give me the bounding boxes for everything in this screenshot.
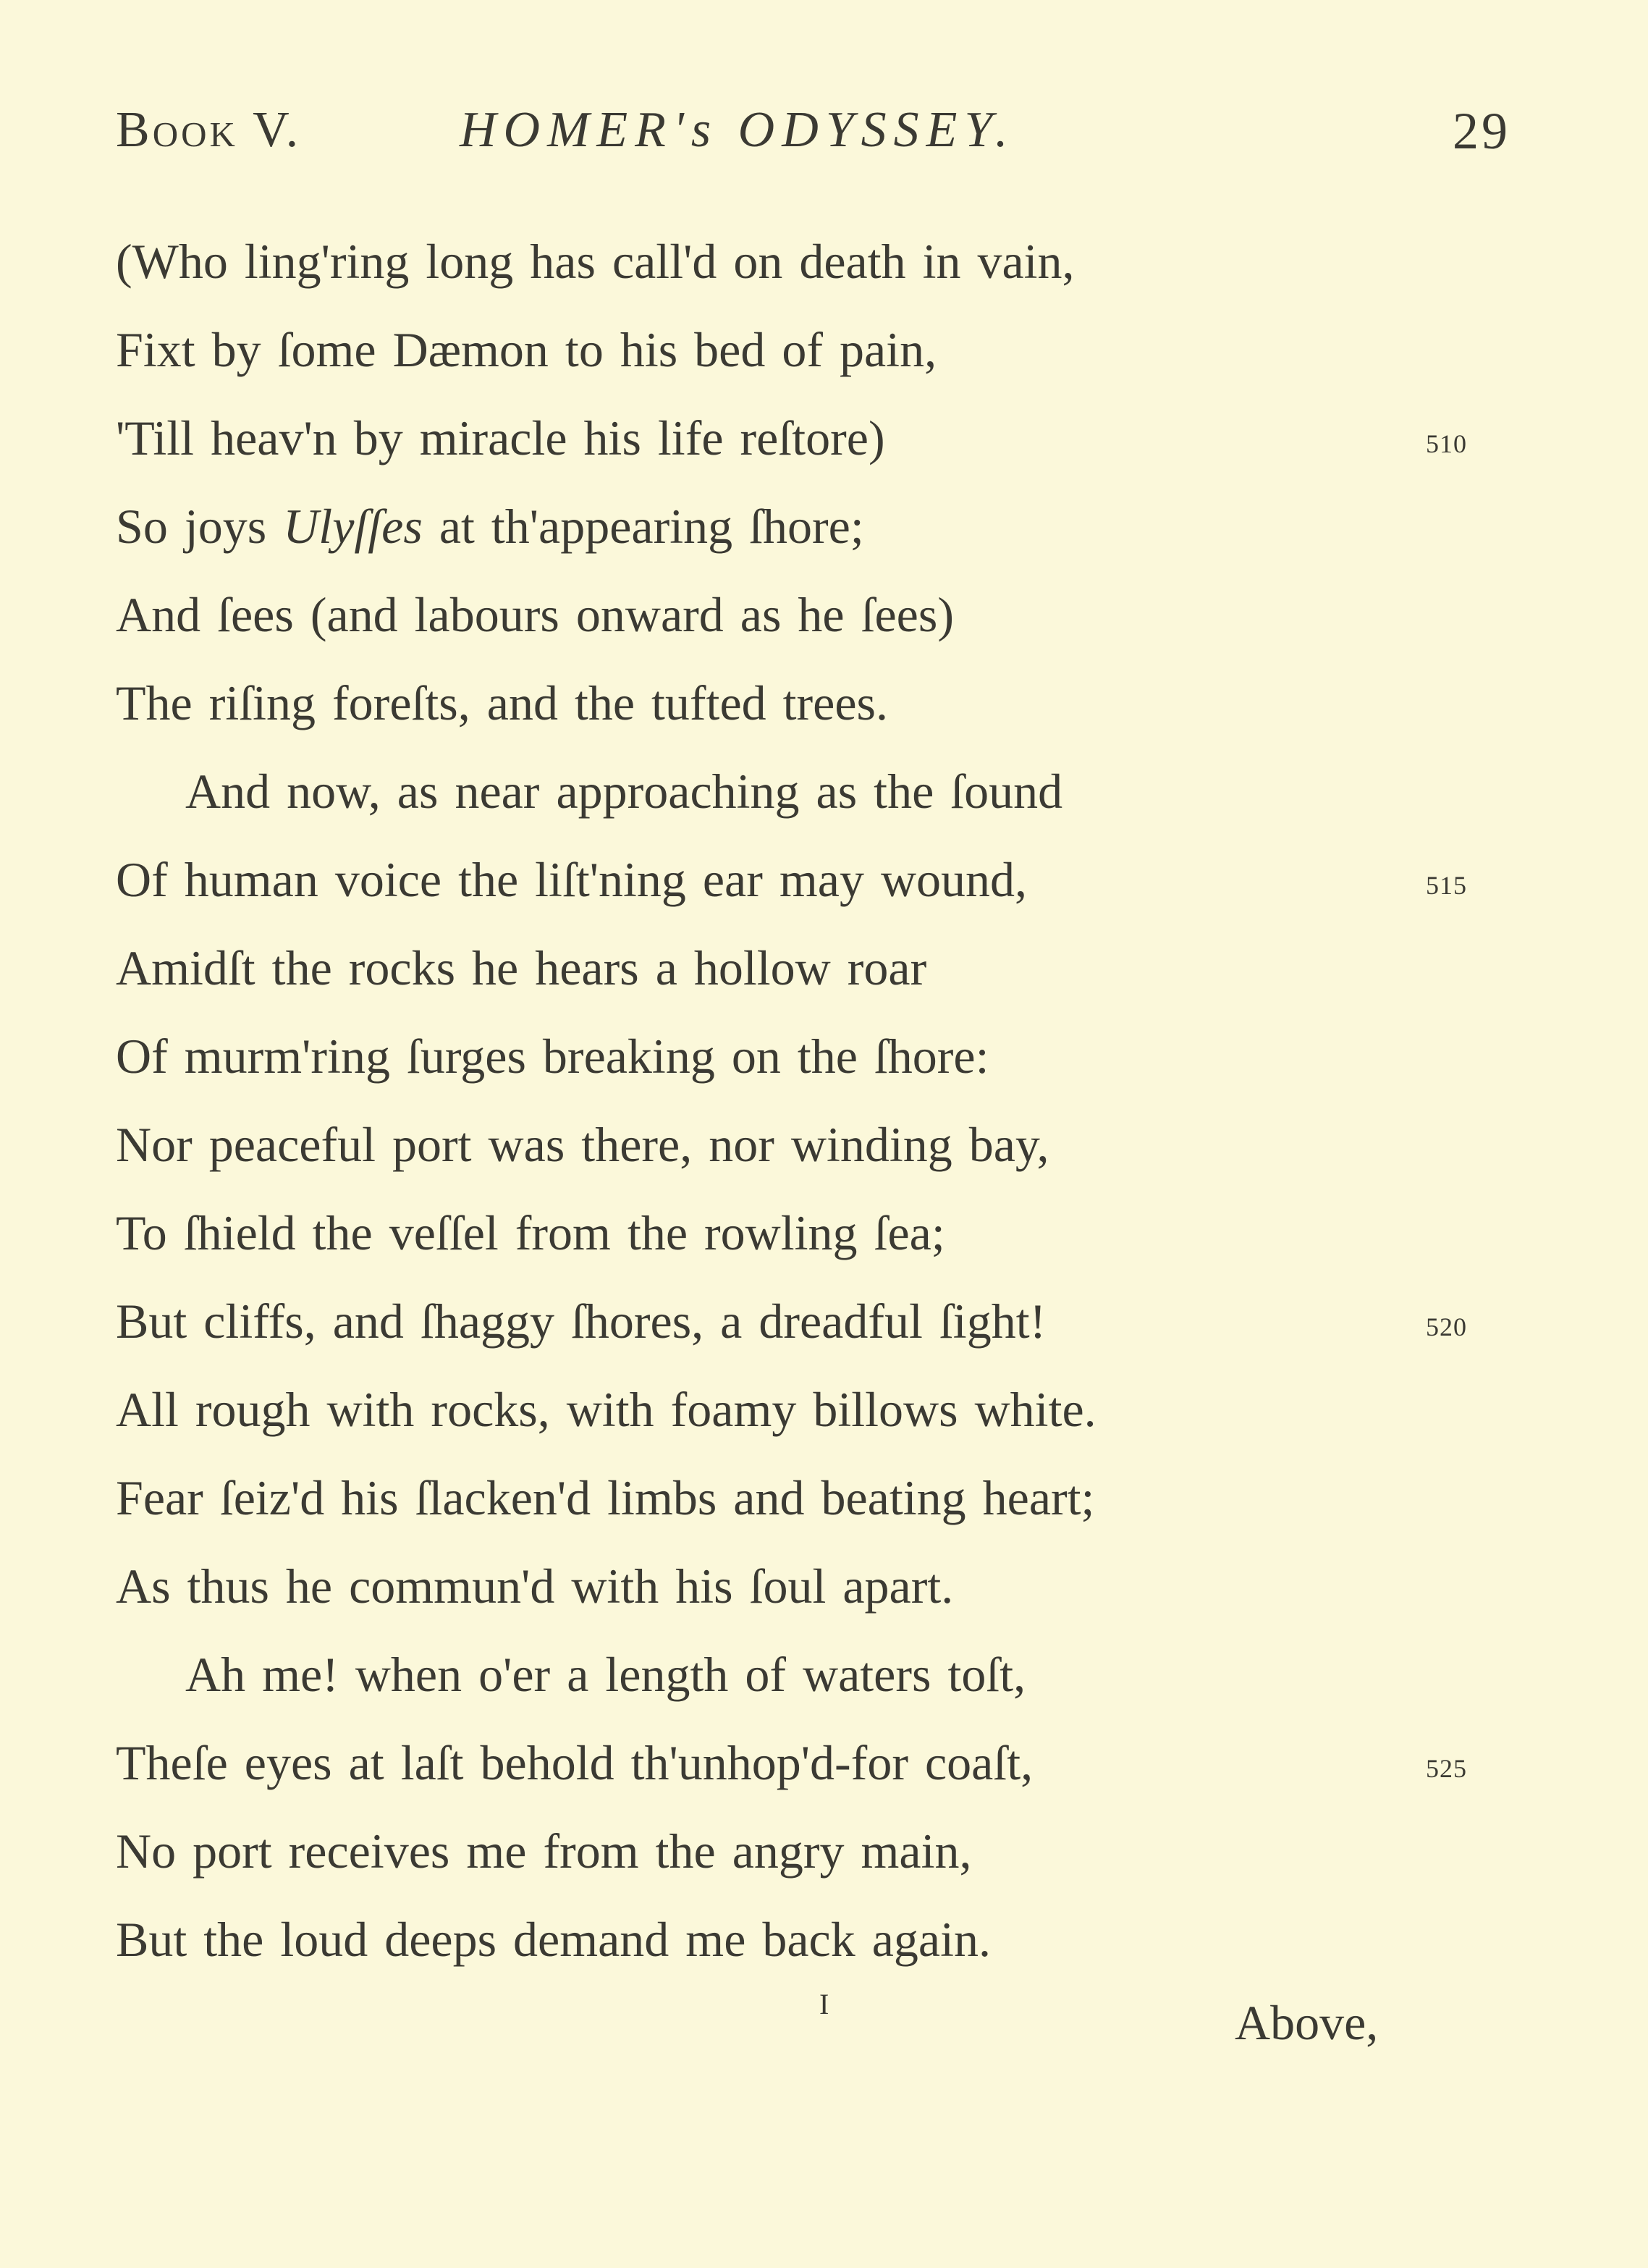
verse-line	[116, 1807, 1096, 1895]
verse-line	[116, 1277, 1467, 1365]
verse-text: Fixt by ſome Dæmon to his bed of pain,	[116, 322, 937, 377]
signature-mark: I	[819, 1988, 829, 2020]
verse-text: No port receives me from the angry main,	[116, 1824, 972, 1879]
verse-italic-name: Ulyſſes	[283, 499, 423, 554]
verse-text: And now, as near approaching as the ſound	[185, 764, 1063, 819]
running-head-title: HOMER's ODYSSEY.	[460, 102, 1015, 158]
running-head-book: Book V.	[116, 102, 302, 158]
verse-line	[116, 1454, 1096, 1542]
verse-line	[116, 1630, 1096, 1719]
verse-text: Of human voice the liſt'ning ear may wound,	[116, 852, 1028, 907]
verse-line	[116, 217, 1096, 305]
verse-line	[116, 747, 1096, 835]
verse-line	[116, 570, 1096, 659]
verse-line	[116, 1012, 1096, 1100]
poem-text	[116, 217, 1467, 1984]
verse-line	[116, 924, 1096, 1012]
verse-text: Nor peaceful port was there, nor winding bay,	[116, 1117, 1049, 1172]
verse-line	[116, 1100, 1096, 1189]
line-number: 525	[1426, 1754, 1467, 1783]
catchword: Above,	[1235, 1995, 1379, 2050]
verse-line	[116, 1719, 1467, 1807]
verse-text: Fear ſeiz'd his ſlacken'd limbs and beating heart;	[116, 1470, 1095, 1525]
verse-text: Ah me! when o'er a length of waters toſt,	[185, 1647, 1026, 1702]
line-number: 510	[1426, 429, 1467, 458]
verse-text: As thus he commun'd with his ſoul apart.	[116, 1559, 954, 1614]
verse-text: 'Till heav'n by miracle his life reſtore)	[116, 410, 885, 465]
verse-text: (Who ling'ring long has call'd on death in vain,	[116, 234, 1075, 289]
verse-text: Of murm'ring ſurges breaking on the ſhore:	[116, 1029, 989, 1084]
verse-text: But the loud deeps demand me back again.	[116, 1912, 991, 1967]
verse-text: at th'appearing ſhore;	[422, 499, 864, 554]
verse-text: All rough with rocks, with foamy billows white.	[116, 1382, 1096, 1437]
verse-text: The riſing foreſts, and the tufted trees.	[116, 675, 888, 730]
verse-line	[116, 394, 1467, 482]
verse-line	[116, 659, 1096, 747]
verse-line	[116, 1365, 1096, 1454]
verse-line	[116, 835, 1467, 924]
verse-text: Amidſt the rocks he hears a hollow roar	[116, 940, 927, 995]
verse-line	[116, 1189, 1096, 1277]
verse-line	[116, 1542, 1096, 1630]
line-number: 520	[1426, 1312, 1467, 1341]
verse-text: And ſees (and labours onward as he ſees)	[116, 587, 954, 642]
verse-text: To ſhield the veſſel from the rowling ſea;	[116, 1205, 945, 1260]
verse-text: Theſe eyes at laſt behold th'unhop'd-for coaſt,	[116, 1735, 1034, 1790]
verse-line	[116, 1895, 1096, 1984]
verse-line	[116, 482, 1096, 570]
verse-line	[116, 305, 1096, 394]
verse-text: So joys	[116, 499, 284, 554]
line-number: 515	[1426, 871, 1467, 900]
page-number: 29	[1453, 102, 1510, 160]
verse-text: But cliffs, and ſhaggy ſhores, a dreadful ſight!	[116, 1294, 1047, 1349]
